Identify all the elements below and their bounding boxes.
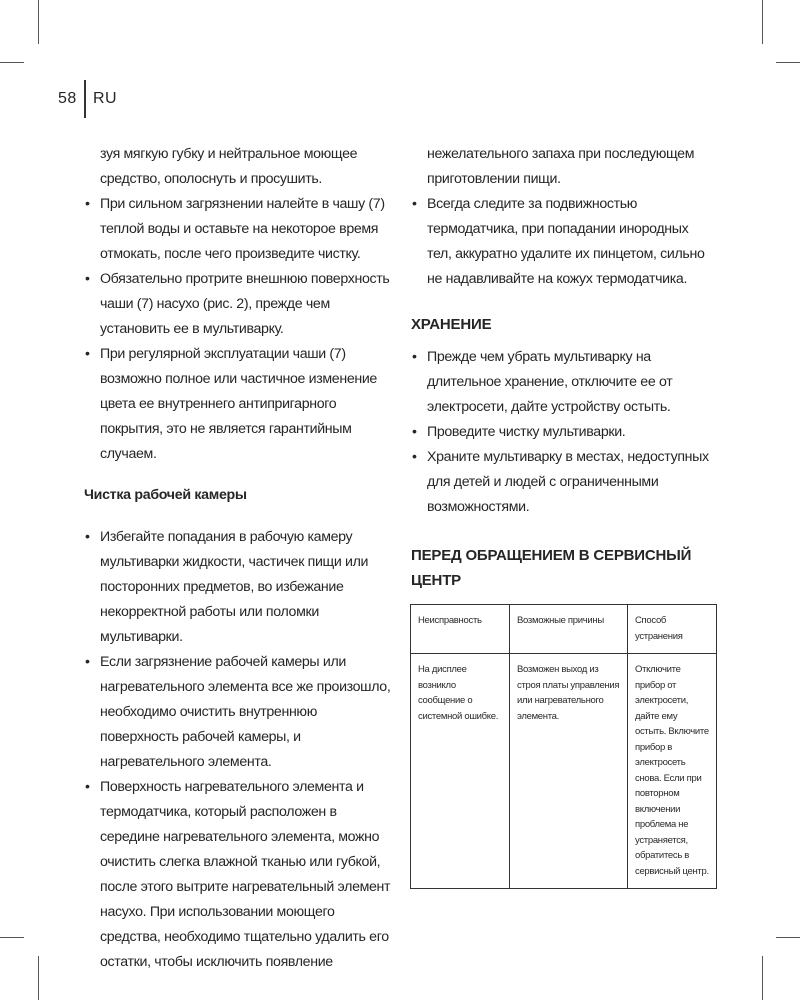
- subheading-chamber-cleaning: Чистка рабочей камеры: [84, 487, 247, 503]
- bullet-item: • Избегайте попадания в рабочую камеру мультиварки жидкости, частичек пищи или посторонних предметов, во избежание некорректной работы или поломки мультиварки.: [84, 525, 396, 650]
- table-row: [411, 654, 717, 889]
- left-column: [84, 142, 396, 975]
- bullet-item: • Всегда следите за подвижностью термодатчика, при попадании инородных тел, аккуратно удалите их пинцетом, сильно не надавливайте на кожух термодатчика.: [411, 192, 713, 292]
- bullet-item: • Проведите чистку мультиварки.: [411, 420, 713, 445]
- bullet-item: • Храните мультиварку в местах, недоступных для детей и людей с ограниченными возможностями.: [411, 445, 713, 520]
- header-divider: [84, 80, 86, 118]
- table-cell: Отключите прибор от электросети, дайте ему остыть. Включите прибор в электросеть снова. Если при повторном включении проблема не устраняется, обратитесь в сервисный центр.: [628, 654, 717, 889]
- table-header-cell: Способ устранения: [628, 605, 717, 654]
- crop-mark: [762, 956, 763, 1000]
- right-column: [411, 142, 713, 889]
- crop-mark: [762, 0, 763, 44]
- crop-mark: [776, 937, 800, 938]
- crop-mark: [38, 0, 39, 44]
- language-label: RU: [93, 90, 118, 107]
- bullet-item: • При регулярной эксплуатации чаши (7) возможно полное или частичное изменение цвета ее внутреннего антипригарного покрытия, это не является гарантийным случаем.: [84, 342, 396, 467]
- page-number: 58: [58, 90, 77, 107]
- heading-service-center: ПЕРЕД ОБРАЩЕНИЕМ В СЕРВИСНЫЙ ЦЕНТР: [411, 547, 692, 589]
- bullet-item: • Прежде чем убрать мультиварку на длительное хранение, отключите ее от электросети, дайте устройству остыть.: [411, 345, 713, 420]
- paragraph: зуя мягкую губку и нейтральное моющее средство, ополоснуть и просушить.: [100, 146, 358, 187]
- bullet-item: • Обязательно протрите внешнюю поверхность чаши (7) насухо (рис. 2), прежде чем установить ее в мультиварку.: [84, 267, 396, 342]
- table-cell: Возможен выход из строя платы управления или нагревательного элемента.: [510, 654, 628, 889]
- table-cell: На дисплее возникло сообщение о системной ошибке.: [411, 654, 510, 889]
- bullet-item: • Если загрязнение рабочей камеры или нагревательного элемента все же произошло, необходимо очистить внутреннюю поверхность рабочей камеры, и нагревательного элемента.: [84, 650, 396, 775]
- paragraph: нежелательного запаха при последующем приготовлении пищи.: [427, 146, 695, 187]
- table-header-row: [411, 605, 717, 654]
- table-header-cell: Неисправность: [411, 605, 510, 654]
- crop-mark: [0, 62, 24, 63]
- table-header-cell: Возможные причины: [510, 605, 628, 654]
- crop-mark: [38, 956, 39, 1000]
- crop-mark: [776, 62, 800, 63]
- crop-mark: [0, 937, 24, 938]
- bullet-item: • При сильном загрязнении налейте в чашу (7) теплой воды и оставьте на некоторое время отмокать, после чего произведите чистку.: [84, 192, 396, 267]
- heading-storage: ХРАНЕНИЕ: [411, 316, 492, 333]
- bullet-item: • Поверхность нагревательного элемента и термодатчика, который расположен в середине нагревательного элемента, можно очистить слегка влажной тканью или губкой, после этого вытрите нагревательный элемент насухо. При использовании моющего средства, необходимо тщательно удалить его остатки, чтобы исключить появление: [84, 775, 396, 975]
- troubleshooting-table: [410, 604, 717, 889]
